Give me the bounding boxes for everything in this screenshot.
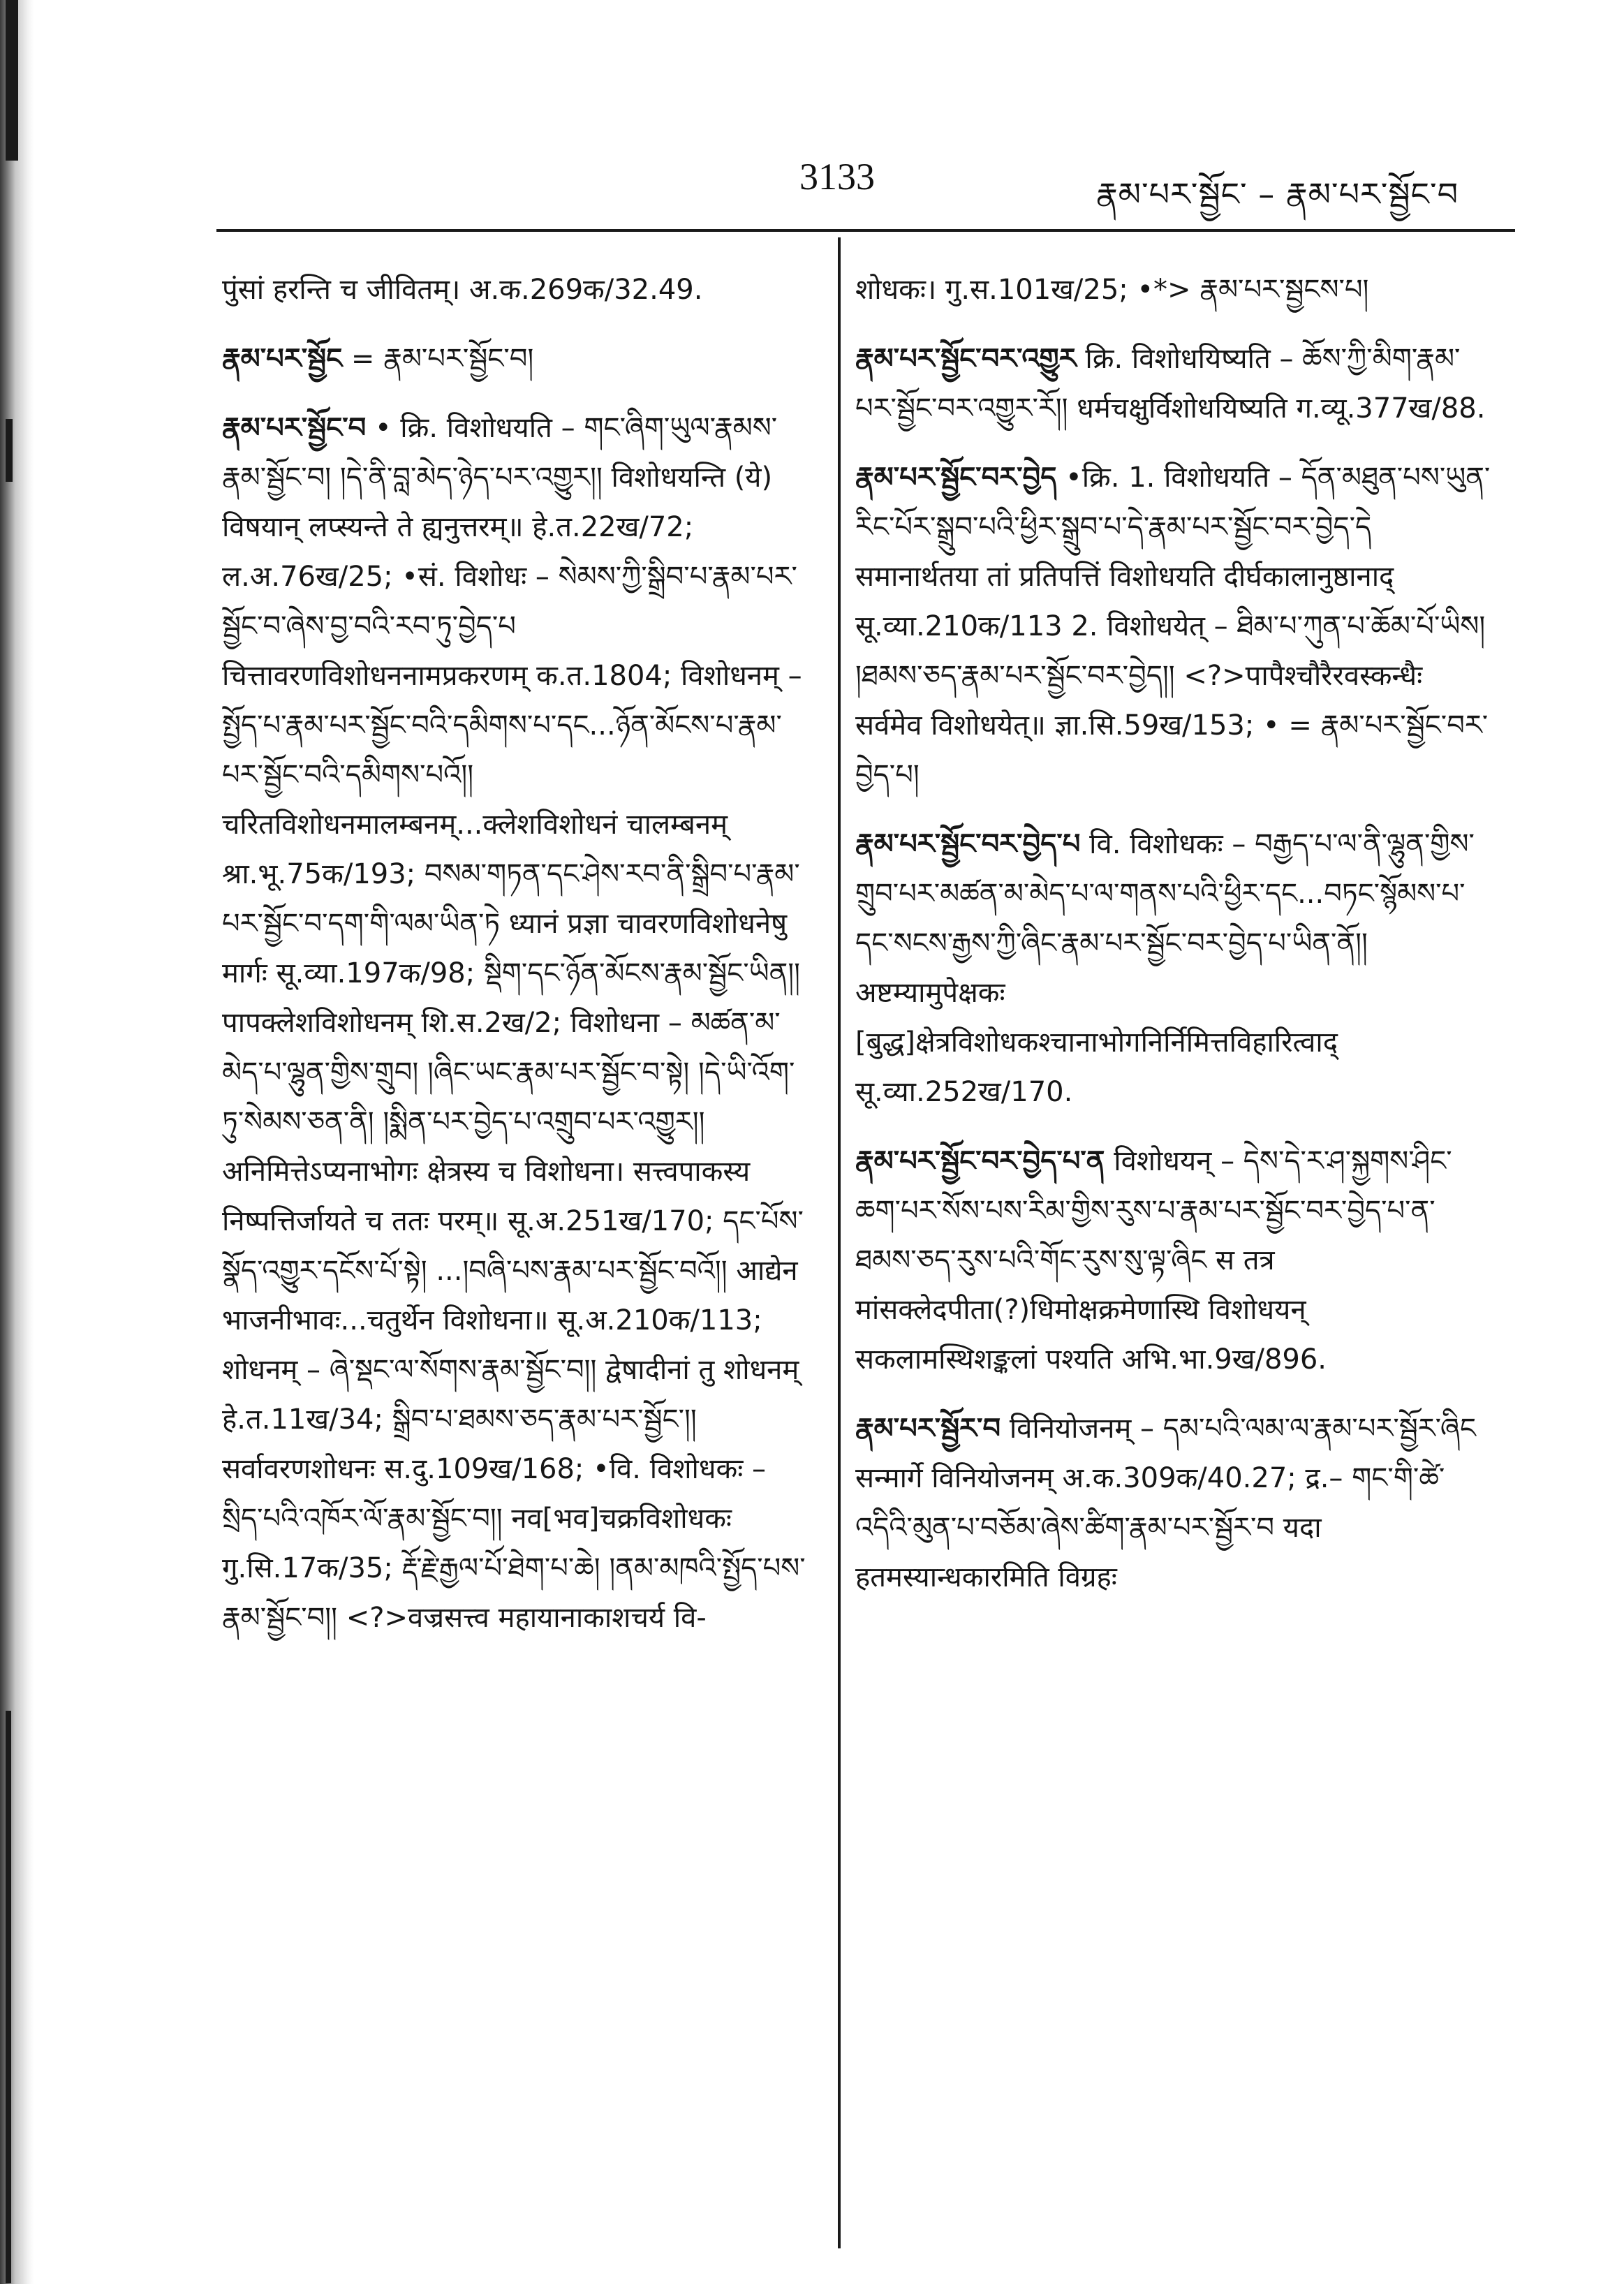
entry-headword: རྣམ་པར་སྦྱོང་བར་བྱེད [855,462,1057,494]
dictionary-entry [855,453,1491,800]
entry-headword: རྣམ་པར་སྦྱོང་བར་བྱེད་པ་ན [855,1145,1105,1177]
entry-body: वि. विशोधकः – བརྒྱད་པ་ལ་ནི་ལྷུན་གྱིས་གྲུབ་པར་མཚན་མ་མེད་པ་ལ་གནས་པའི་ཕྱིར་དང...བཏང་སྙོམས་པ་དང་སངས་རྒྱས་ཀྱི་ཞིང་རྣམ་པར་སྦྱོང་བར་བྱེད་པ་ཡིན་ནོ།། अष्टम्यामुपेक्षकः [बुद्ध]क्षेत्रविशोधकश्चानाभोगनिर्निमित्तविहारित्वाद् सू.व्या.252ख/170. [855,828,1475,1108]
entry-headword: རྣམ་པར་སྦྱོང་བར་འགྱུར [855,343,1077,375]
entry-body: शोधकः। गु.स.101ख/25; •*> རྣམ་པར་སྦྱངས་པ། [855,274,1369,306]
entry-body: पुंसां हरन्ति च जीवितम्। अ.क.269क/32.49. [222,274,703,306]
dictionary-entry [855,265,1491,315]
binding-mark [6,0,18,161]
dictionary-entry [222,265,809,315]
page-number: 3133 [799,156,875,198]
dictionary-entry [855,820,1491,1117]
entry-body: •क्रि. 1. विशोधयति – དོན་མཐུན་པས་ཡུན་རིང་པོར་སྒྲུབ་པའི་ཕྱིར་སྒྲུབ་པ་དེ་རྣམ་པར་སྦྱོང་བར་བྱེད་དེ समानार्थतया तां प्रतिपत्तिं विशोधयति दीर्घकालानुष्ठानाद् सू.व्या.210क/113 2. विशोधयेत् – ཐིམ་པ་ཀུན་པ་ཆོམ་པོ་ཡིས། །ཐམས་ཅད་རྣམ་པར་སྦྱོང་བར་བྱེད།། <?>पापैश्चौरैरवस्कन्धैः सर्वमेव विशोधयेत्॥ ज्ञा.सि.59ख/153; • = རྣམ་པར་སྦྱོང་བར་བྱེད་པ། [855,462,1491,791]
running-title: རྣམ་པར་སྦྱོང་ – རྣམ་པར་སྦྱོང་བ [1096,175,1459,213]
right-column [855,265,1491,1622]
left-column [222,265,809,1663]
dictionary-entry [222,404,809,1643]
column-divider [838,237,841,2248]
entry-headword: རྣམ་པར་སྦྱོང་བར་བྱེད་པ [855,828,1081,860]
binding-mark [6,1711,11,2283]
entry-body: विनियोजनम् – དམ་པའི་ལམ་ལ་རྣམ་པར་སྦྱོར་ཞིང सन्मार्गे विनियोजनम् अ.क.309क/40.27; द्र.– གང་གི་ཚེ་འདིའི་མུན་པ་བཅོམ་ཞེས་ཚིག་རྣམ་པར་སྦྱོར་བ यदा हतमस्यान्धकारमिति विग्रहः [855,1413,1476,1593]
entry-body: विशोधयन् – དེས་དེ་ར་ཤ་སྐྱགས་ཤིང་ཆག་པར་སོས་པས་རིམ་གྱིས་རུས་པ་རྣམ་པར་སྦྱོང་བར་བྱེད་པ་ན་ཐམས་ཅད་རུས་པའི་གོང་རུས་སུ་ལྟ་ཞིང स तत्र मांसक्लेदपीता(?)धिमोक्षक्रमेणास्थि विशोधयन् सकलामस्थिशङ्कलां पश्यति अभि.भा.9ख/896. [855,1145,1452,1376]
header-rule [216,229,1515,232]
entry-body: क्रि. विशोधयिष्यति – ཆོས་ཀྱི་མིག་རྣམ་པར་སྦྱོང་བར་འགྱུར་རོ།། धर्मचक्षुर्विशोधयिष्यति ग.व्यू.377ख/88. [855,343,1486,425]
entry-body: = རྣམ་པར་སྦྱོང་བ། [350,343,534,375]
entry-headword: རྣམ་པར་སྦྱོར་བ [855,1413,1001,1445]
dictionary-entry [855,1137,1491,1385]
dictionary-entry [855,334,1491,434]
dictionary-entry [855,1404,1491,1603]
entry-headword: རྣམ་པར་སྦྱོང [222,343,343,375]
binding-mark [6,419,13,482]
dictionary-entry [222,334,809,384]
entry-body: • क्रि. विशोधयति – གང་ཞིག་ཡུལ་རྣམས་རྣམ་སྦྱོང་བ། །དེ་ནི་བླ་མེད་ཉེད་པར་འགྱུར།། विशोधयन्ति (ये) विषयान् लप्स्यन्ते ते ह्यनुत्तरम्॥ हे.त.22ख/72; ल.अ.76ख/25; •सं. विशोधः – སེམས་ཀྱི་སྒྲིབ་པ་རྣམ་པར་སྦྱོང་བ་ཞེས་བྱ་བའི་རབ་ཏུ་བྱེད་པ चित्तावरणविशोधननामप्रकरणम् क.त.1804; विशोधनम् – སྤྱོད་པ་རྣམ་པར་སྦྱོང་བའི་དམིགས་པ་དང...ཉོན་མོངས་པ་རྣམ་པར་སྦྱོང་བའི་དམིགས་པའོ།། चरितविशोधनमालम्बनम्...क्लेशविशोधनं चालम्बनम् श्रा.भू.75क/193; བསམ་གཏན་དང་ཤེས་རབ་ནི་སྒྲིབ་པ་རྣམ་པར་སྦྱོང་བ་དག་གི་ལམ་ཡིན་ཏེ ध्यानं प्रज्ञा चावरणविशोधनेषु मार्गः सू.व्या.197क/98; སྡིག་དང་ཉོན་མོངས་རྣམ་སྦྱོང་ཡིན།། पापक्लेशविशोधनम् शि.स.2ख/2; विशोधना – མཚན་མ་མེད་པ་ལྷུན་གྱིས་གྲུབ། །ཞིང་ཡང་རྣམ་པར་སྦྱོང་བ་སྟེ། །དེ་ཡི་འོག་ཏུ་སེམས་ཅན་ནི། །སྨིན་པར་བྱེད་པ་འགྲུབ་པར་འགྱུར།། अनिमित्तेऽप्यनाभोगः क्षेत्रस्य च विशोधना। सत्त्वपाकस्य निष्पत्तिर्जायते च ततः परम्॥ सू.अ.251ख/170; དང་པོས་སྣོད་འགྱུར་དངོས་པོ་སྟེ། ...།བཞི་པས་རྣམ་པར་སྦྱོང་བའོ།། आद्येन भाजनीभावः...चतुर्थेन विशोधना॥ सू.अ.210क/113; शोधनम् – ཞེ་སྡང་ལ་སོགས་རྣམ་སྦྱོང་བ།། द्वेषादीनां तु शोधनम् हे.त.11ख/34; སྒྲིབ་པ་ཐམས་ཅད་རྣམ་པར་སྦྱོང་།། सर्वावरणशोधनः स.दु.109ख/168; •वि. विशोधकः – སྲིད་པའི་འཁོར་ལོ་རྣམ་སྦྱོང་བ།། नव[भव]चक्रविशोधकः गु.सि.17क/35; རྡོ་རྗེ་རྒྱལ་པོ་ཐེག་པ་ཆེ། །ནམ་མཁའི་སྤྱོད་པས་རྣམ་སྦྱོང་བ།། <?>वज्रसत्त्व महायानाकाशचर्य वि- [222,412,806,1634]
entry-headword: རྣམ་པར་སྦྱོང་བ [222,412,367,444]
